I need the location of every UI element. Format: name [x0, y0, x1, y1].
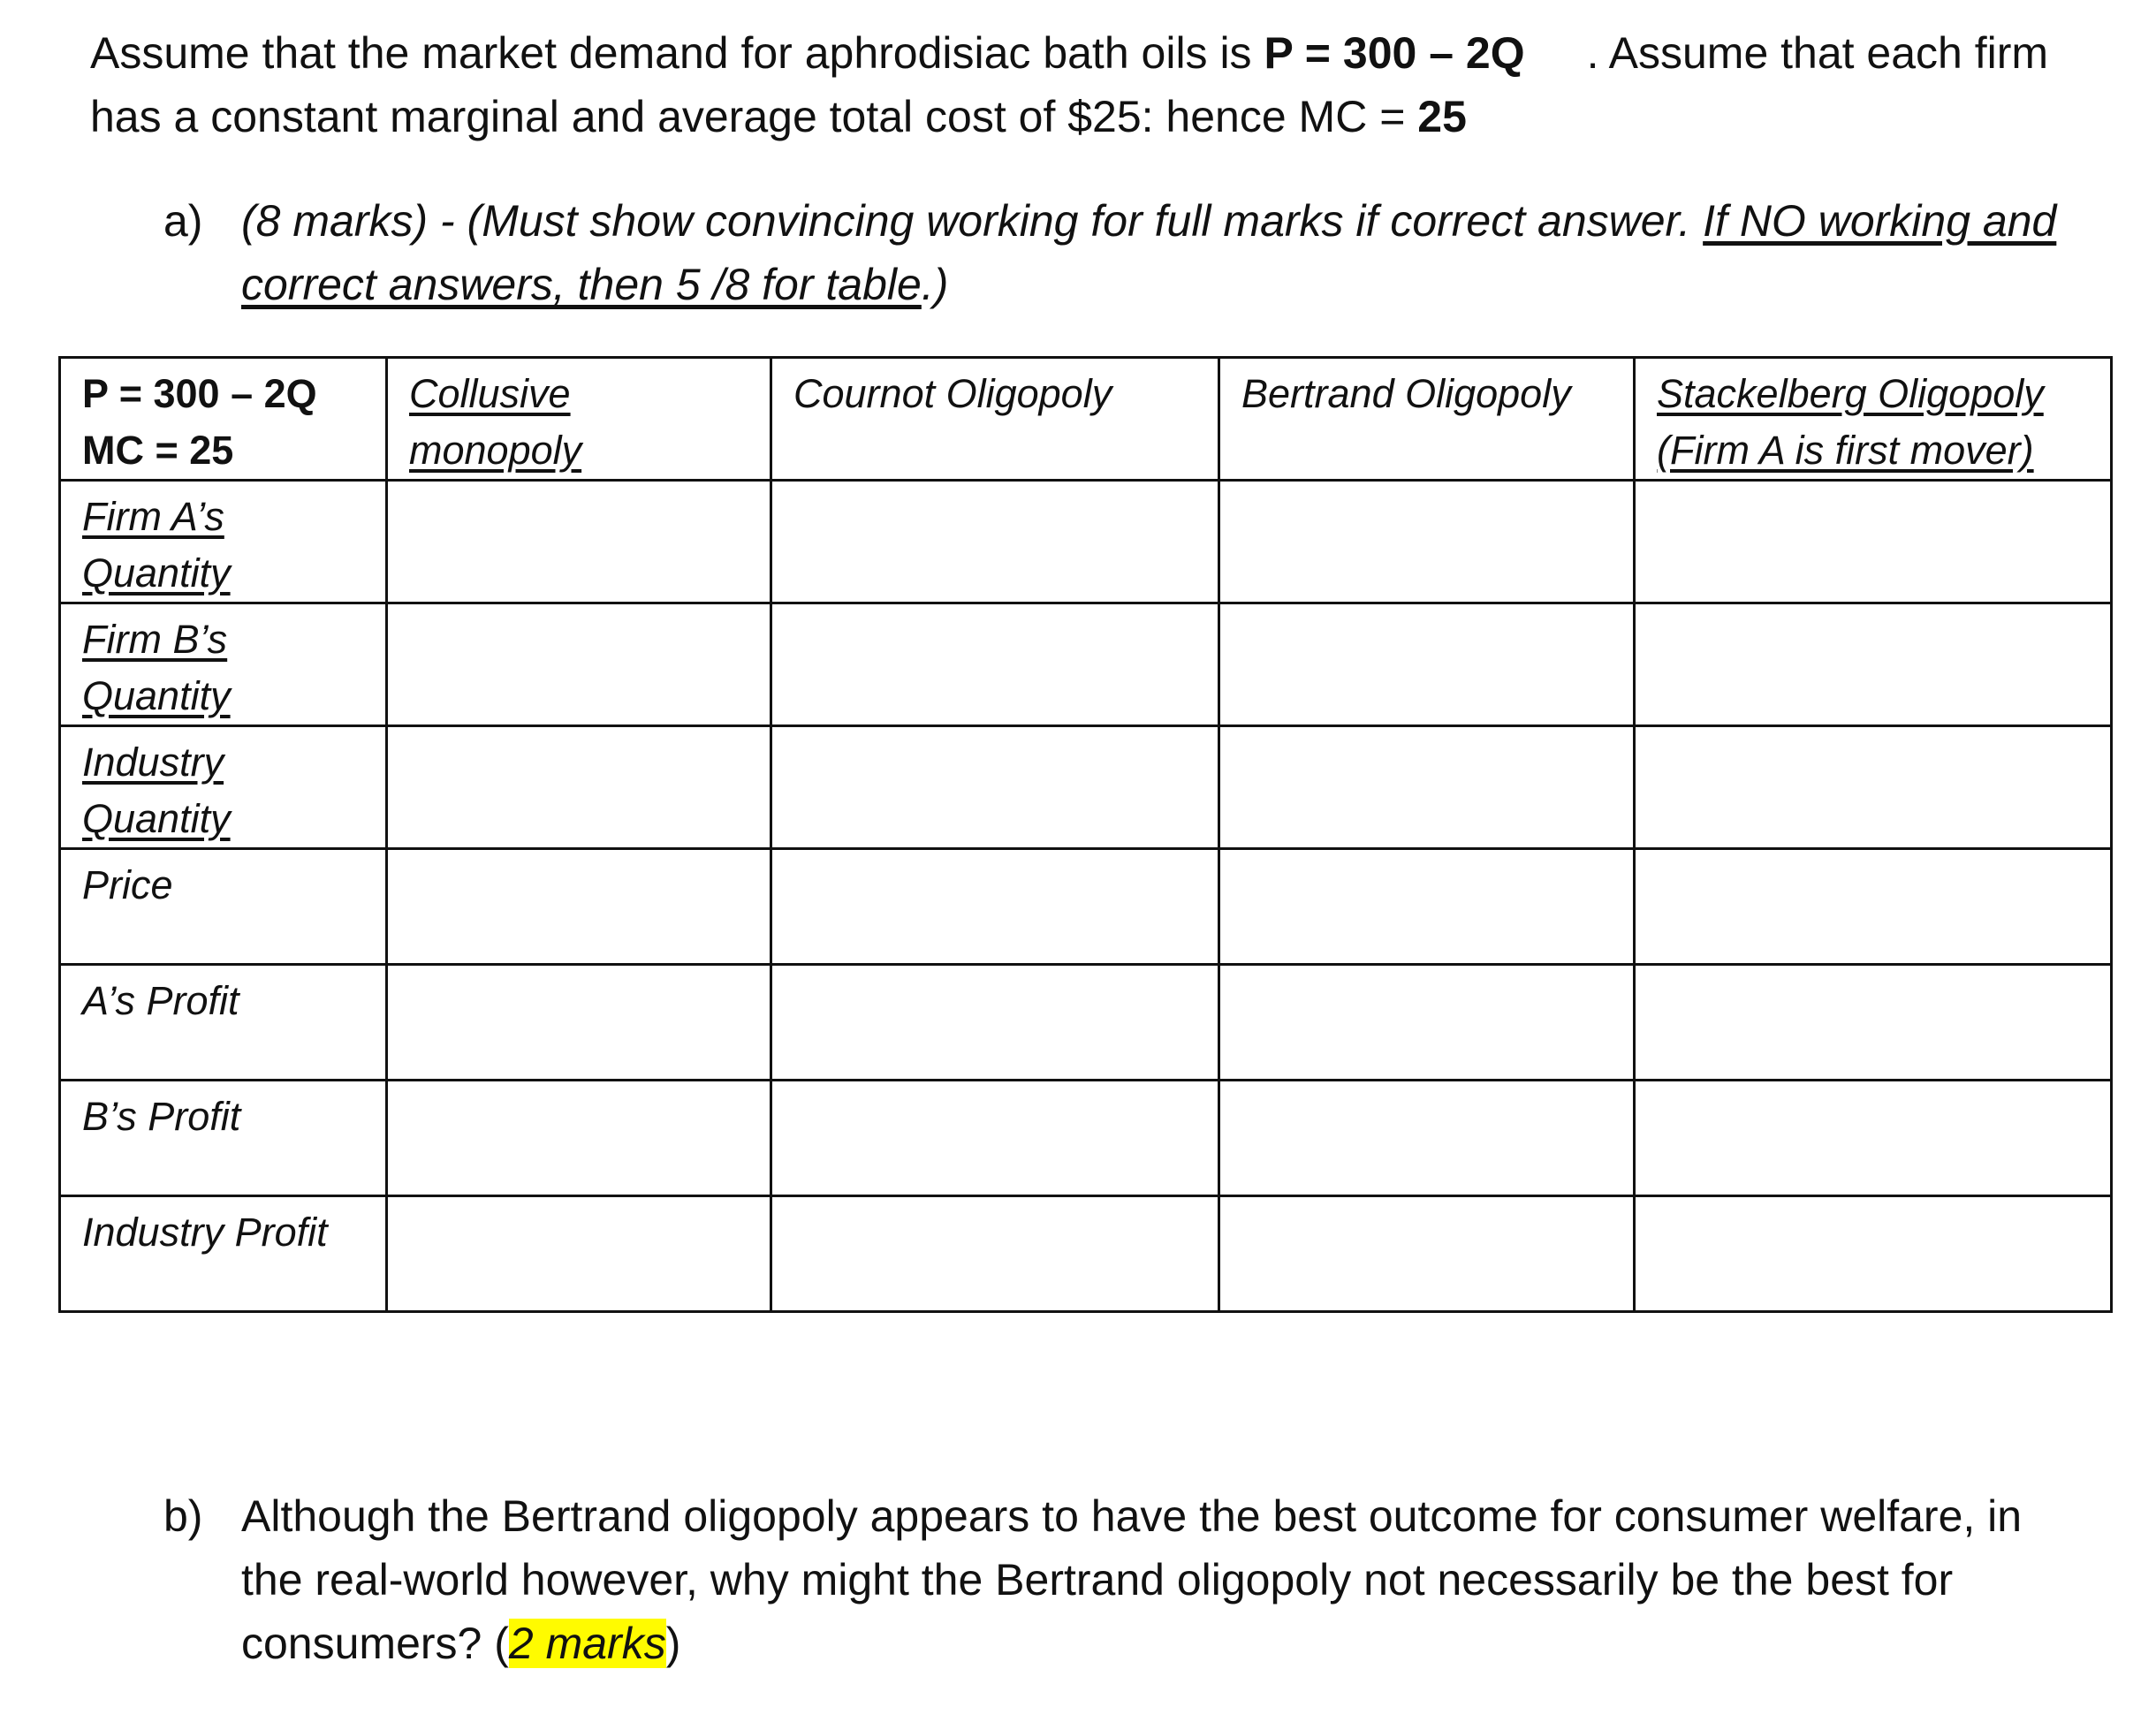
table-header-row [60, 358, 2112, 481]
answer-cell[interactable] [1219, 481, 1635, 603]
intro-text-1: Assume that the market demand for aphrodisiac bath oils is [90, 28, 1264, 78]
answer-cell[interactable] [1219, 603, 1635, 726]
row-label-industry-quantity: Industry Quantity [60, 726, 387, 849]
answer-cell[interactable] [1635, 1196, 2112, 1312]
answer-cell[interactable] [387, 965, 771, 1081]
table-row [60, 849, 2112, 965]
part-b-question [241, 1484, 2061, 1675]
mc-value: 25 [1417, 92, 1467, 141]
stub-header [60, 358, 387, 481]
answer-cell[interactable] [387, 1196, 771, 1312]
part-b-marker: b) [163, 1491, 203, 1541]
table-row [60, 481, 2112, 603]
answer-cell[interactable] [1635, 481, 2112, 603]
answer-cell[interactable] [771, 481, 1219, 603]
table-row [60, 1196, 2112, 1312]
answer-cell[interactable] [1635, 965, 2112, 1081]
part-a-end: .) [921, 260, 949, 309]
answer-cell[interactable] [387, 849, 771, 965]
answer-cell[interactable] [1635, 1081, 2112, 1196]
row-label-industry-profit: Industry Profit [60, 1196, 387, 1312]
answer-cell[interactable] [1219, 1196, 1635, 1312]
answer-cell[interactable] [771, 726, 1219, 849]
row-label-a-profit: A’s Profit [60, 965, 387, 1081]
intro-text-2: . Assume that each firm has a constant marginal and average total cost of $25: hence MC = [90, 28, 2049, 141]
answer-cell[interactable] [1219, 965, 1635, 1081]
intro-paragraph [90, 21, 2122, 148]
row-label-b-profit: B’s Profit [60, 1081, 387, 1196]
part-a-instructions [241, 189, 2061, 316]
answer-cell[interactable] [771, 965, 1219, 1081]
table-row [60, 1081, 2112, 1196]
part-b-text: Although the Bertrand oligopoly appears to have the best outcome for consumer welfare, in the real-world however, why might the Bertrand oligopoly not necessarily be the best for consumers? ( [241, 1491, 2023, 1668]
table-row [60, 603, 2112, 726]
row-label-price: Price [60, 849, 387, 965]
column-header-stackelberg: Stackelberg Oligopoly (Firm A is first mover) [1635, 358, 2112, 481]
table-row [60, 726, 2112, 849]
answer-cell[interactable] [387, 481, 771, 603]
answer-cell[interactable] [1635, 726, 2112, 849]
answer-cell[interactable] [1219, 726, 1635, 849]
answer-cell[interactable] [1219, 849, 1635, 965]
part-a-marker: a) [163, 196, 203, 246]
demand-equation: P = 300 – 2Q [1264, 28, 1525, 78]
stub-header-mc: MC = 25 [82, 428, 234, 473]
answer-table [58, 356, 2113, 1313]
answer-cell[interactable] [1635, 849, 2112, 965]
part-b-marks-highlight: 2 marks [508, 1619, 666, 1668]
column-header-cournot: Cournot Oligopoly [771, 358, 1219, 481]
row-label-firm-a-quantity: Firm A’s Quantity [60, 481, 387, 603]
answer-cell[interactable] [387, 603, 771, 726]
answer-cell[interactable] [1219, 1081, 1635, 1196]
part-a-underlined-note: If NO working and correct answers, then 5 /8 for table [241, 196, 2057, 309]
answer-cell[interactable] [771, 1081, 1219, 1196]
answer-cell[interactable] [771, 849, 1219, 965]
column-header-bertrand: Bertrand Oligopoly [1219, 358, 1635, 481]
part-b-end: ) [665, 1619, 681, 1668]
answer-cell[interactable] [387, 726, 771, 849]
answer-cell[interactable] [1635, 603, 2112, 726]
answer-cell[interactable] [771, 1196, 1219, 1312]
answer-cell[interactable] [771, 603, 1219, 726]
part-a-marks: (8 marks) - (Must show convincing working for full marks if correct answer. [241, 196, 1704, 246]
table-row [60, 965, 2112, 1081]
answer-cell[interactable] [387, 1081, 771, 1196]
column-header-collusive: Collusive monopoly [387, 358, 771, 481]
stub-header-demand: P = 300 – 2Q [82, 371, 317, 416]
row-label-firm-b-quantity: Firm B’s Quantity [60, 603, 387, 726]
